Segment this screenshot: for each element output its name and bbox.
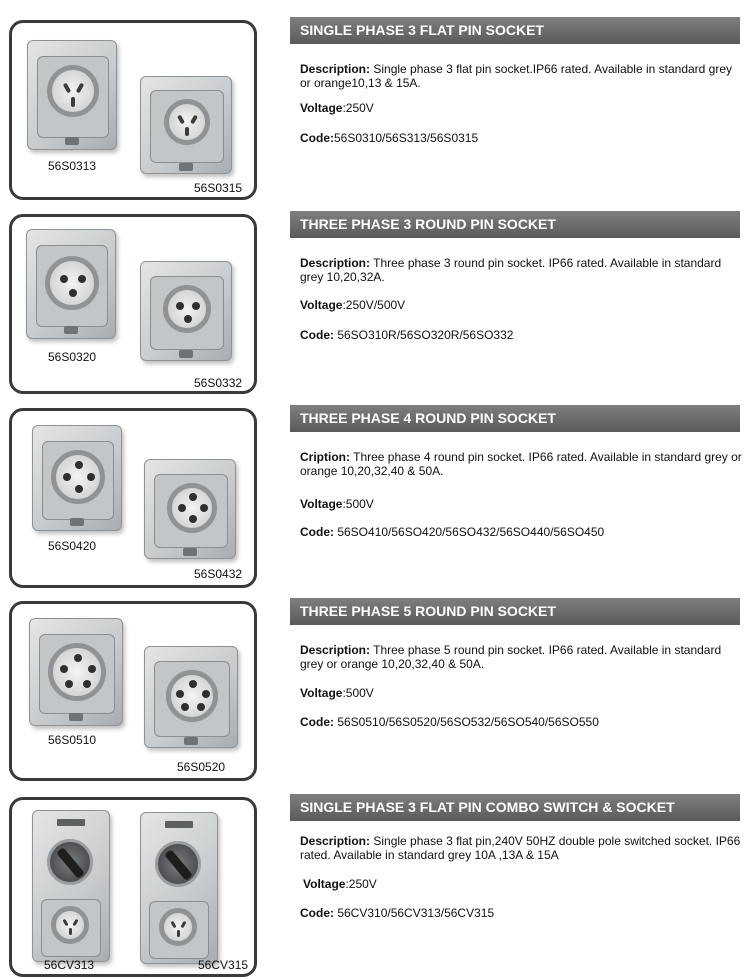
- code-value: 56SO410/56SO420/56SO432/56SO440/56SO450: [334, 525, 605, 539]
- socket-face: [45, 256, 99, 310]
- socket-cover: [150, 90, 224, 163]
- socket-image: [29, 618, 123, 726]
- switch-knob: [47, 839, 93, 885]
- combo-switch-socket-image: [140, 812, 218, 964]
- socket-face: [51, 906, 89, 944]
- socket-cover: [37, 56, 109, 138]
- description-label: Description:: [300, 834, 371, 848]
- voltage-label: Voltage: [300, 686, 343, 700]
- code-label: Code:: [300, 328, 334, 342]
- product-three-phase-3-round-pin-socket: [0, 211, 750, 401]
- socket-cover: [154, 661, 230, 737]
- product-image-panel: [9, 214, 257, 394]
- socket-cover: [36, 245, 108, 327]
- socket-face: [166, 670, 218, 722]
- left-product-caption: 56S0320: [48, 350, 97, 364]
- right-product-caption: 56S0520: [177, 760, 226, 774]
- right-product-caption: 56CV315: [198, 958, 249, 972]
- socket-image: [32, 425, 122, 531]
- code-value: 56SO310R/56SO320R/56SO332: [334, 328, 514, 342]
- code-value: 56S0310/56S313/56S0315: [334, 131, 479, 145]
- product-voltage: [300, 101, 374, 115]
- product-code: [300, 715, 599, 729]
- product-single-phase-combo-switch-socket: [0, 794, 750, 979]
- product-voltage: [303, 877, 377, 891]
- product-description: [300, 256, 745, 284]
- voltage-label: Voltage: [300, 298, 343, 312]
- product-image-panel: [9, 797, 257, 977]
- left-product-caption: 56CV313: [44, 958, 95, 972]
- product-three-phase-5-round-pin-socket: [0, 598, 750, 788]
- description-text: Three phase 5 round pin socket. IP66 rated. Available in standard grey or orange 10,20,32,40 & 50A.: [300, 643, 722, 671]
- socket-face: [47, 65, 99, 117]
- description-label: Cription:: [300, 450, 350, 464]
- description-label: Description:: [300, 256, 371, 270]
- socket-image: [27, 40, 117, 150]
- description-text: Three phase 4 round pin socket. IP66 rated. Available in standard grey or orange 10,20,32,40 & 50A.: [300, 450, 742, 478]
- product-description: [300, 834, 745, 862]
- product-three-phase-4-round-pin-socket: [0, 405, 750, 595]
- socket-cover: [154, 474, 228, 549]
- product-title: THREE PHASE 3 ROUND PIN SOCKET: [290, 211, 740, 238]
- combo-switch-socket-image: [32, 810, 110, 962]
- product-title: SINGLE PHASE 3 FLAT PIN SOCKET: [290, 17, 740, 44]
- socket-face: [51, 450, 105, 504]
- description-text: Single phase 3 flat pin socket.IP66 rated. Available in standard grey or orange10,13 & 15A.: [300, 62, 733, 90]
- product-image-panel: [9, 20, 257, 200]
- voltage-value: :250V: [345, 877, 377, 891]
- product-code: [300, 131, 478, 145]
- code-label: Code:: [300, 906, 334, 920]
- product-single-phase-3-flat-pin-socket: [0, 17, 750, 207]
- code-label: Code:: [300, 715, 334, 729]
- product-voltage: [300, 298, 405, 312]
- socket-image: [26, 229, 116, 339]
- socket-image: [140, 76, 232, 174]
- left-product-caption: 56S0420: [48, 539, 97, 553]
- socket-face: [164, 99, 210, 145]
- right-product-caption: 56S0332: [194, 376, 243, 390]
- socket-cover: [149, 901, 209, 959]
- socket-face: [167, 483, 217, 533]
- voltage-label: Voltage: [303, 877, 346, 891]
- voltage-value: :500V: [342, 497, 374, 511]
- product-description: [300, 643, 745, 671]
- socket-image: [144, 646, 238, 748]
- product-code: [300, 906, 494, 920]
- socket-face: [159, 908, 197, 946]
- product-code: [300, 328, 513, 342]
- code-label: Code:: [300, 131, 334, 145]
- left-product-caption: 56S0510: [48, 733, 97, 747]
- product-description: [300, 62, 745, 90]
- product-image-panel: [9, 601, 257, 781]
- voltage-label: Voltage: [300, 101, 343, 115]
- socket-cover: [41, 899, 101, 957]
- right-product-caption: 56S0432: [194, 567, 243, 581]
- voltage-label: Voltage: [300, 497, 343, 511]
- product-voltage: [300, 497, 374, 511]
- code-value: 56CV310/56CV313/56CV315: [334, 906, 495, 920]
- voltage-value: :250V: [342, 101, 374, 115]
- product-title: THREE PHASE 5 ROUND PIN SOCKET: [290, 598, 740, 625]
- socket-cover: [39, 634, 115, 714]
- product-title: SINGLE PHASE 3 FLAT PIN COMBO SWITCH & SOCKET: [290, 794, 740, 821]
- product-title: THREE PHASE 4 ROUND PIN SOCKET: [290, 405, 740, 432]
- socket-face: [163, 285, 211, 333]
- code-value: 56S0510/56S0520/56SO532/56SO540/56SO550: [334, 715, 599, 729]
- description-text: Single phase 3 flat pin,240V 50HZ double pole switched socket. IP66 rated. Available in standard grey 10A ,13A & 15A: [300, 834, 741, 862]
- product-image-panel: [9, 408, 257, 588]
- right-product-caption: 56S0315: [194, 181, 243, 195]
- socket-cover: [42, 441, 114, 520]
- code-label: Code:: [300, 525, 334, 539]
- socket-face: [48, 643, 106, 701]
- description-label: Description:: [300, 62, 371, 76]
- socket-image: [144, 459, 236, 559]
- voltage-value: :500V: [342, 686, 374, 700]
- left-product-caption: 56S0313: [48, 159, 97, 173]
- product-voltage: [300, 686, 374, 700]
- voltage-value: :250V/500V: [342, 298, 406, 312]
- product-code: [300, 525, 604, 539]
- product-description: [300, 450, 745, 478]
- description-label: Description:: [300, 643, 371, 657]
- description-text: Three phase 3 round pin socket. IP66 rated. Available in standard grey 10,20,32A.: [300, 256, 722, 284]
- socket-image: [140, 261, 232, 361]
- switch-knob: [155, 841, 201, 887]
- socket-cover: [150, 276, 224, 351]
